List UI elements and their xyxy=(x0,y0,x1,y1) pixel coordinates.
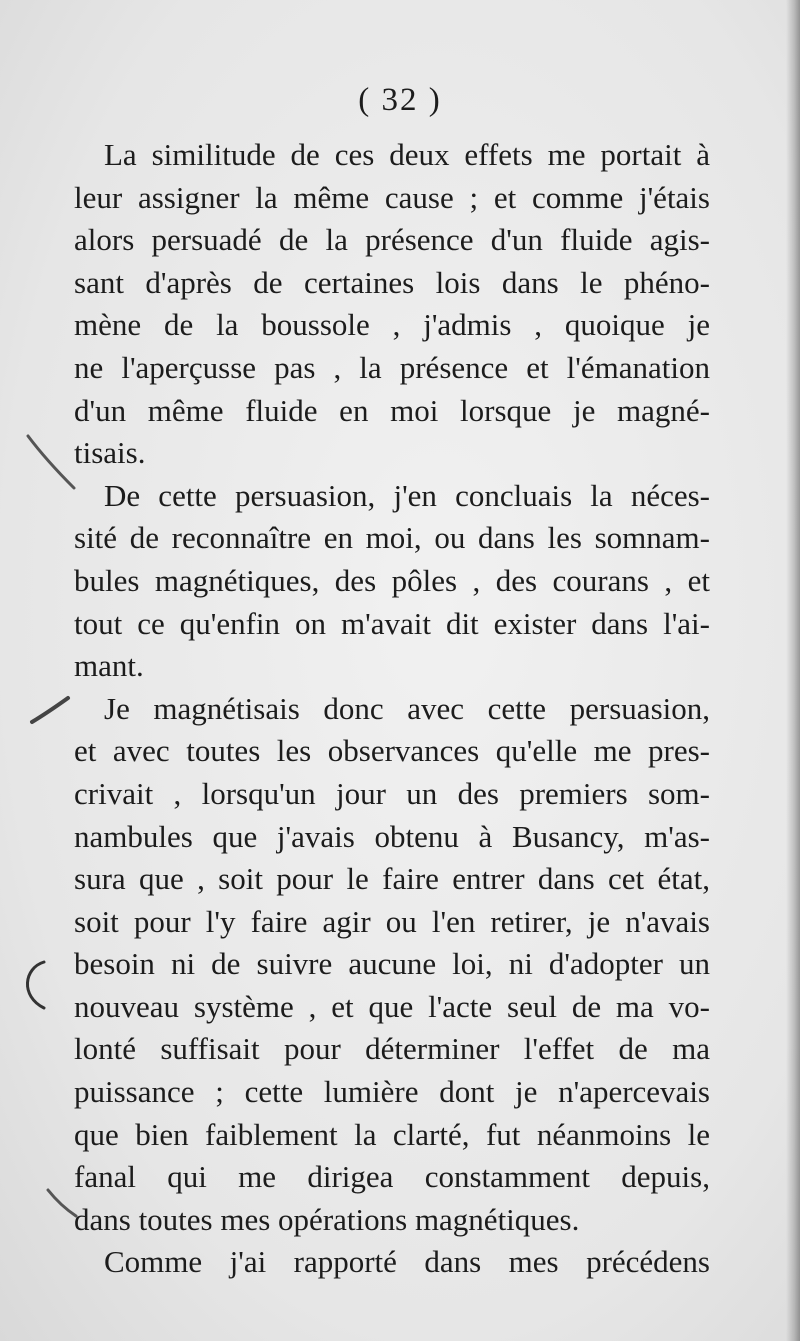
text-line: nouveau système , et que l'acte seul de ma vo- xyxy=(74,988,710,1024)
text-line: nambules que j'avais obtenu à Busancy, m'as- xyxy=(74,818,710,854)
page-number: ( 32 ) xyxy=(358,82,442,118)
text-line: alors persuadé de la présence d'un fluide agis- xyxy=(74,222,710,258)
text-line: mène de la boussole , j'admis , quoique je xyxy=(74,307,710,343)
text-line: leur assigner la même cause ; et comme j'étais xyxy=(74,179,710,215)
text-line: tout ce qu'enfin on m'avait dit exister dans l'ai- xyxy=(74,605,710,641)
text-line: tisais. xyxy=(74,435,146,471)
text-line: bules magnétiques, des pôles , des courans , et xyxy=(74,562,710,598)
text-line: mant. xyxy=(74,648,144,684)
text-line: fanal qui me dirigea constamment depuis, xyxy=(74,1159,710,1195)
text-line: ne l'aperçusse pas , la présence et l'émanation xyxy=(74,349,710,385)
text-line: et avec toutes les observances qu'elle me pres- xyxy=(74,733,710,769)
text-line: d'un même fluide en moi lorsque je magné- xyxy=(74,392,710,428)
paragraph-4 xyxy=(74,1241,710,1284)
text-line: crivait , lorsqu'un jour un des premiers som- xyxy=(74,775,710,811)
text-line: sura que , soit pour le faire entrer dans cet état, xyxy=(74,861,710,897)
text-line: soit pour l'y faire agir ou l'en retirer, je n'avais xyxy=(74,903,710,939)
text-line: La similitude de ces deux effets me portait à xyxy=(104,137,710,172)
paragraph-2 xyxy=(74,475,710,688)
text-line: sité de reconnaître en moi, ou dans les somnam- xyxy=(74,520,710,556)
text-line: Je magnétisais donc avec cette persuasion, xyxy=(104,690,710,726)
body-text xyxy=(74,134,710,1284)
text-line: De cette persuasion, j'en concluais la néces- xyxy=(104,477,710,513)
margin-pencil-mark-2 xyxy=(28,690,78,730)
text-line: dans toutes mes opérations magnétiques. xyxy=(74,1201,580,1237)
text-line: que bien faiblement la clarté, fut néanmoins le xyxy=(74,1116,710,1152)
text-line: besoin ni de suivre aucune loi, ni d'adopter un xyxy=(74,946,710,982)
margin-pencil-mark-3 xyxy=(14,956,54,1016)
text-line: Comme j'ai rapporté dans mes précédens xyxy=(104,1244,710,1280)
text-line: sant d'après de certaines lois dans le phéno- xyxy=(74,264,710,300)
text-line: puissance ; cette lumière dont je n'apercevais xyxy=(74,1074,710,1110)
text-line: lonté suffisait pour déterminer l'effet de ma xyxy=(74,1031,710,1067)
paragraph-1 xyxy=(74,134,710,475)
page-edge-shadow xyxy=(786,0,800,1341)
paragraph-3 xyxy=(74,688,710,1242)
